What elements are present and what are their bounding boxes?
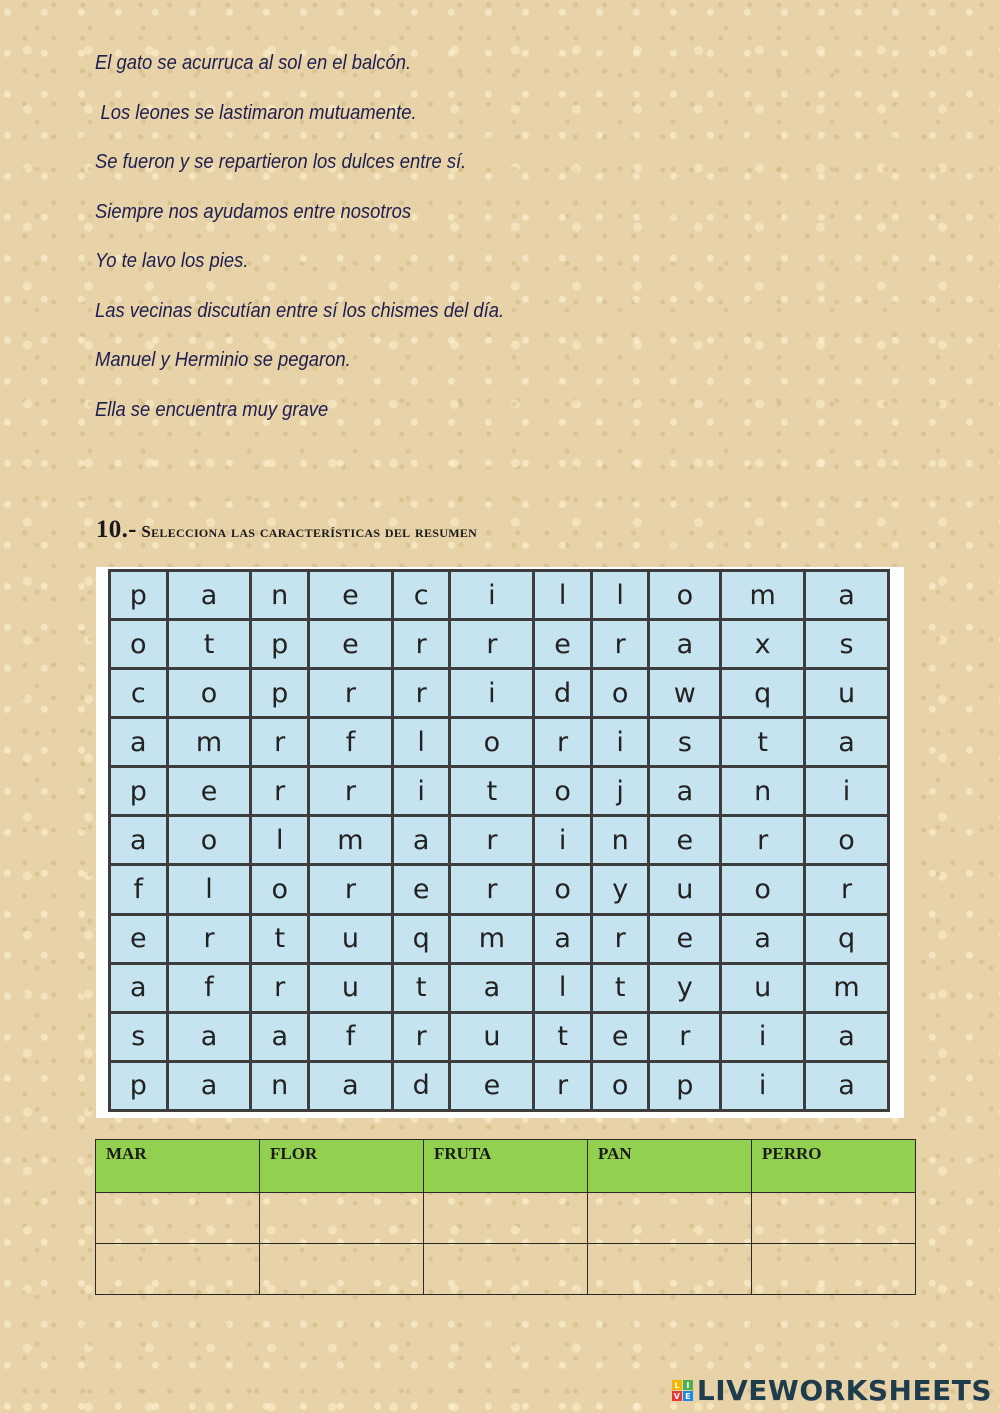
grid-cell[interactable]: l: [392, 718, 450, 767]
grid-cell[interactable]: i: [392, 767, 450, 816]
sentence: Las vecinas discutían entre sí los chismes del día.: [95, 299, 505, 322]
grid-cell[interactable]: r: [450, 816, 534, 865]
grid-cell[interactable]: r: [534, 1061, 592, 1110]
grid-cell[interactable]: u: [721, 963, 805, 1012]
grid-cell[interactable]: o: [167, 669, 251, 718]
grid-cell[interactable]: a: [110, 718, 168, 767]
grid-cell[interactable]: a: [649, 620, 721, 669]
answer-cell[interactable]: [588, 1193, 752, 1244]
grid-cell[interactable]: o: [649, 571, 721, 620]
grid-cell[interactable]: o: [591, 669, 649, 718]
grid-cell[interactable]: e: [649, 914, 721, 963]
sentence: Siempre nos ayudamos entre nosotros: [95, 200, 412, 223]
grid-cell[interactable]: o: [251, 865, 309, 914]
answer-cell[interactable]: [260, 1244, 424, 1295]
grid-cell[interactable]: a: [805, 718, 889, 767]
grid-cell[interactable]: r: [251, 963, 309, 1012]
grid-cell[interactable]: w: [649, 669, 721, 718]
grid-cell[interactable]: f: [309, 1012, 393, 1061]
grid-cell[interactable]: r: [251, 767, 309, 816]
grid-cell[interactable]: r: [309, 865, 393, 914]
grid-cell[interactable]: r: [450, 620, 534, 669]
grid-row: [110, 963, 889, 1012]
grid-cell[interactable]: q: [392, 914, 450, 963]
logo-text: LIVEWORKSHEETS: [696, 1374, 992, 1407]
grid-cell[interactable]: r: [649, 1012, 721, 1061]
grid-cell[interactable]: t: [534, 1012, 592, 1061]
grid-cell[interactable]: o: [167, 816, 251, 865]
grid-cell[interactable]: p: [649, 1061, 721, 1110]
sentence-list: [95, 48, 540, 444]
grid-cell[interactable]: a: [167, 1012, 251, 1061]
grid-cell[interactable]: t: [167, 620, 251, 669]
grid-cell[interactable]: j: [591, 767, 649, 816]
answer-cell[interactable]: [752, 1244, 916, 1295]
answer-cell[interactable]: [260, 1193, 424, 1244]
answer-cell[interactable]: [588, 1244, 752, 1295]
grid-cell[interactable]: s: [805, 620, 889, 669]
section-number: 10.-: [96, 516, 137, 543]
grid-row: [110, 914, 889, 963]
grid-row: [110, 718, 889, 767]
grid-cell[interactable]: r: [392, 669, 450, 718]
grid-cell[interactable]: o: [591, 1061, 649, 1110]
grid-cell[interactable]: t: [591, 963, 649, 1012]
answer-cell[interactable]: [424, 1193, 588, 1244]
grid-cell[interactable]: n: [251, 1061, 309, 1110]
grid-cell[interactable]: p: [251, 669, 309, 718]
grid-cell[interactable]: p: [251, 620, 309, 669]
grid-cell[interactable]: e: [167, 767, 251, 816]
answer-cell[interactable]: [96, 1193, 260, 1244]
grid-cell[interactable]: r: [591, 620, 649, 669]
grid-cell[interactable]: p: [110, 767, 168, 816]
grid-cell[interactable]: a: [392, 816, 450, 865]
grid-cell[interactable]: a: [167, 1061, 251, 1110]
logo-mark-letter: V: [673, 1391, 680, 1401]
grid-cell[interactable]: r: [309, 767, 393, 816]
sentence: Se fueron y se repartieron los dulces entre sí.: [95, 151, 467, 173]
grid-cell[interactable]: m: [309, 816, 393, 865]
grid-cell[interactable]: a: [805, 1061, 889, 1110]
grid-cell[interactable]: d: [392, 1061, 450, 1110]
grid-cell[interactable]: m: [450, 914, 534, 963]
answer-row: [96, 1244, 916, 1295]
section-title: Selecciona las características del resumen: [141, 522, 478, 541]
grid-cell[interactable]: s: [110, 1012, 168, 1061]
grid-cell[interactable]: i: [534, 816, 592, 865]
grid-cell[interactable]: e: [450, 1061, 534, 1110]
grid-cell[interactable]: n: [591, 816, 649, 865]
grid-cell[interactable]: a: [805, 571, 889, 620]
grid-row: [110, 767, 889, 816]
grid-cell[interactable]: r: [167, 914, 251, 963]
grid-cell[interactable]: d: [534, 669, 592, 718]
grid-cell[interactable]: a: [110, 816, 168, 865]
grid-cell[interactable]: c: [110, 669, 168, 718]
grid-cell[interactable]: o: [805, 816, 889, 865]
grid-cell[interactable]: r: [392, 620, 450, 669]
grid-cell[interactable]: f: [110, 865, 168, 914]
grid-cell[interactable]: a: [649, 767, 721, 816]
grid-cell[interactable]: i: [721, 1012, 805, 1061]
grid-cell[interactable]: m: [167, 718, 251, 767]
sentence: Manuel y Herminio se pegaron.: [95, 349, 351, 371]
grid-cell[interactable]: e: [392, 865, 450, 914]
grid-cell[interactable]: n: [251, 571, 309, 620]
grid-cell[interactable]: a: [805, 1012, 889, 1061]
grid-cell[interactable]: n: [721, 767, 805, 816]
grid-cell[interactable]: a: [167, 571, 251, 620]
header-perro: PERRO: [752, 1140, 916, 1193]
grid-cell[interactable]: t: [450, 767, 534, 816]
grid-cell[interactable]: y: [649, 963, 721, 1012]
grid-cell[interactable]: r: [805, 865, 889, 914]
grid-row: [110, 865, 889, 914]
grid-cell[interactable]: a: [110, 963, 168, 1012]
grid-cell[interactable]: m: [721, 571, 805, 620]
grid-cell[interactable]: r: [309, 669, 393, 718]
grid-cell[interactable]: l: [251, 816, 309, 865]
grid-cell[interactable]: q: [805, 914, 889, 963]
grid-cell[interactable]: u: [309, 963, 393, 1012]
grid-cell[interactable]: t: [721, 718, 805, 767]
grid-cell[interactable]: m: [805, 963, 889, 1012]
header-pan: PAN: [588, 1140, 752, 1193]
word-search-puzzle: [96, 567, 904, 1118]
grid-cell[interactable]: y: [591, 865, 649, 914]
grid-cell[interactable]: e: [534, 620, 592, 669]
grid-cell[interactable]: r: [450, 865, 534, 914]
header-flor: FLOR: [260, 1140, 424, 1193]
grid-row: [110, 1012, 889, 1061]
grid-cell[interactable]: o: [450, 718, 534, 767]
grid-cell[interactable]: u: [649, 865, 721, 914]
grid-cell[interactable]: e: [309, 571, 393, 620]
logo-mark-letter: L: [672, 1380, 682, 1390]
grid-cell[interactable]: i: [805, 767, 889, 816]
grid-row: [110, 816, 889, 865]
grid-cell[interactable]: a: [721, 914, 805, 963]
grid-cell[interactable]: a: [309, 1061, 393, 1110]
grid-cell[interactable]: r: [591, 914, 649, 963]
grid-row: [110, 571, 889, 620]
grid-cell[interactable]: p: [110, 1061, 168, 1110]
grid-cell[interactable]: r: [392, 1012, 450, 1061]
grid-cell[interactable]: l: [534, 963, 592, 1012]
grid-cell[interactable]: i: [721, 1061, 805, 1110]
word-search-grid: [108, 569, 890, 1112]
grid-cell[interactable]: a: [534, 914, 592, 963]
grid-row: [110, 1061, 889, 1110]
grid-cell[interactable]: s: [649, 718, 721, 767]
grid-cell[interactable]: l: [167, 865, 251, 914]
grid-cell[interactable]: x: [721, 620, 805, 669]
grid-cell[interactable]: l: [534, 571, 592, 620]
grid-cell[interactable]: f: [309, 718, 393, 767]
sentence: Yo te lavo los pies.: [95, 250, 249, 272]
header-fruta: FRUTA: [424, 1140, 588, 1193]
grid-cell[interactable]: f: [167, 963, 251, 1012]
section-heading: [96, 516, 477, 544]
logo-icon: [672, 1380, 693, 1401]
header-mar: MAR: [96, 1140, 260, 1193]
grid-cell[interactable]: e: [309, 620, 393, 669]
grid-cell[interactable]: i: [450, 669, 534, 718]
grid-cell[interactable]: r: [251, 718, 309, 767]
grid-cell[interactable]: l: [591, 571, 649, 620]
grid-cell[interactable]: t: [251, 914, 309, 963]
sentence: El gato se acurruca al sol en el balcón.: [95, 52, 412, 74]
logo-mark-letter: I: [683, 1380, 693, 1390]
answer-cell[interactable]: [424, 1244, 588, 1295]
grid-cell[interactable]: u: [309, 914, 393, 963]
grid-cell[interactable]: r: [721, 816, 805, 865]
grid-cell[interactable]: i: [591, 718, 649, 767]
grid-cell[interactable]: o: [534, 865, 592, 914]
answer-table-header-row: [96, 1140, 916, 1193]
liveworksheets-logo: [672, 1374, 992, 1407]
grid-cell[interactable]: u: [450, 1012, 534, 1061]
answer-cell[interactable]: [96, 1244, 260, 1295]
grid-cell[interactable]: r: [534, 718, 592, 767]
grid-cell[interactable]: u: [805, 669, 889, 718]
grid-cell[interactable]: c: [392, 571, 450, 620]
grid-cell[interactable]: q: [721, 669, 805, 718]
grid-row: [110, 669, 889, 718]
grid-cell[interactable]: e: [591, 1012, 649, 1061]
answer-table: [95, 1139, 916, 1295]
grid-cell[interactable]: t: [392, 963, 450, 1012]
answer-cell[interactable]: [752, 1193, 916, 1244]
grid-cell[interactable]: o: [721, 865, 805, 914]
grid-cell[interactable]: e: [110, 914, 168, 963]
answer-row: [96, 1193, 916, 1244]
grid-cell[interactable]: a: [450, 963, 534, 1012]
grid-cell[interactable]: i: [450, 571, 534, 620]
sentence: Ella se encuentra muy grave: [95, 398, 329, 421]
grid-cell[interactable]: o: [534, 767, 592, 816]
grid-cell[interactable]: a: [251, 1012, 309, 1061]
grid-cell[interactable]: p: [110, 571, 168, 620]
grid-cell[interactable]: o: [110, 620, 168, 669]
grid-cell[interactable]: e: [649, 816, 721, 865]
logo-mark-letter: E: [683, 1391, 693, 1401]
grid-row: [110, 620, 889, 669]
sentence: Los leones se lastimaron mutuamente.: [100, 101, 417, 124]
